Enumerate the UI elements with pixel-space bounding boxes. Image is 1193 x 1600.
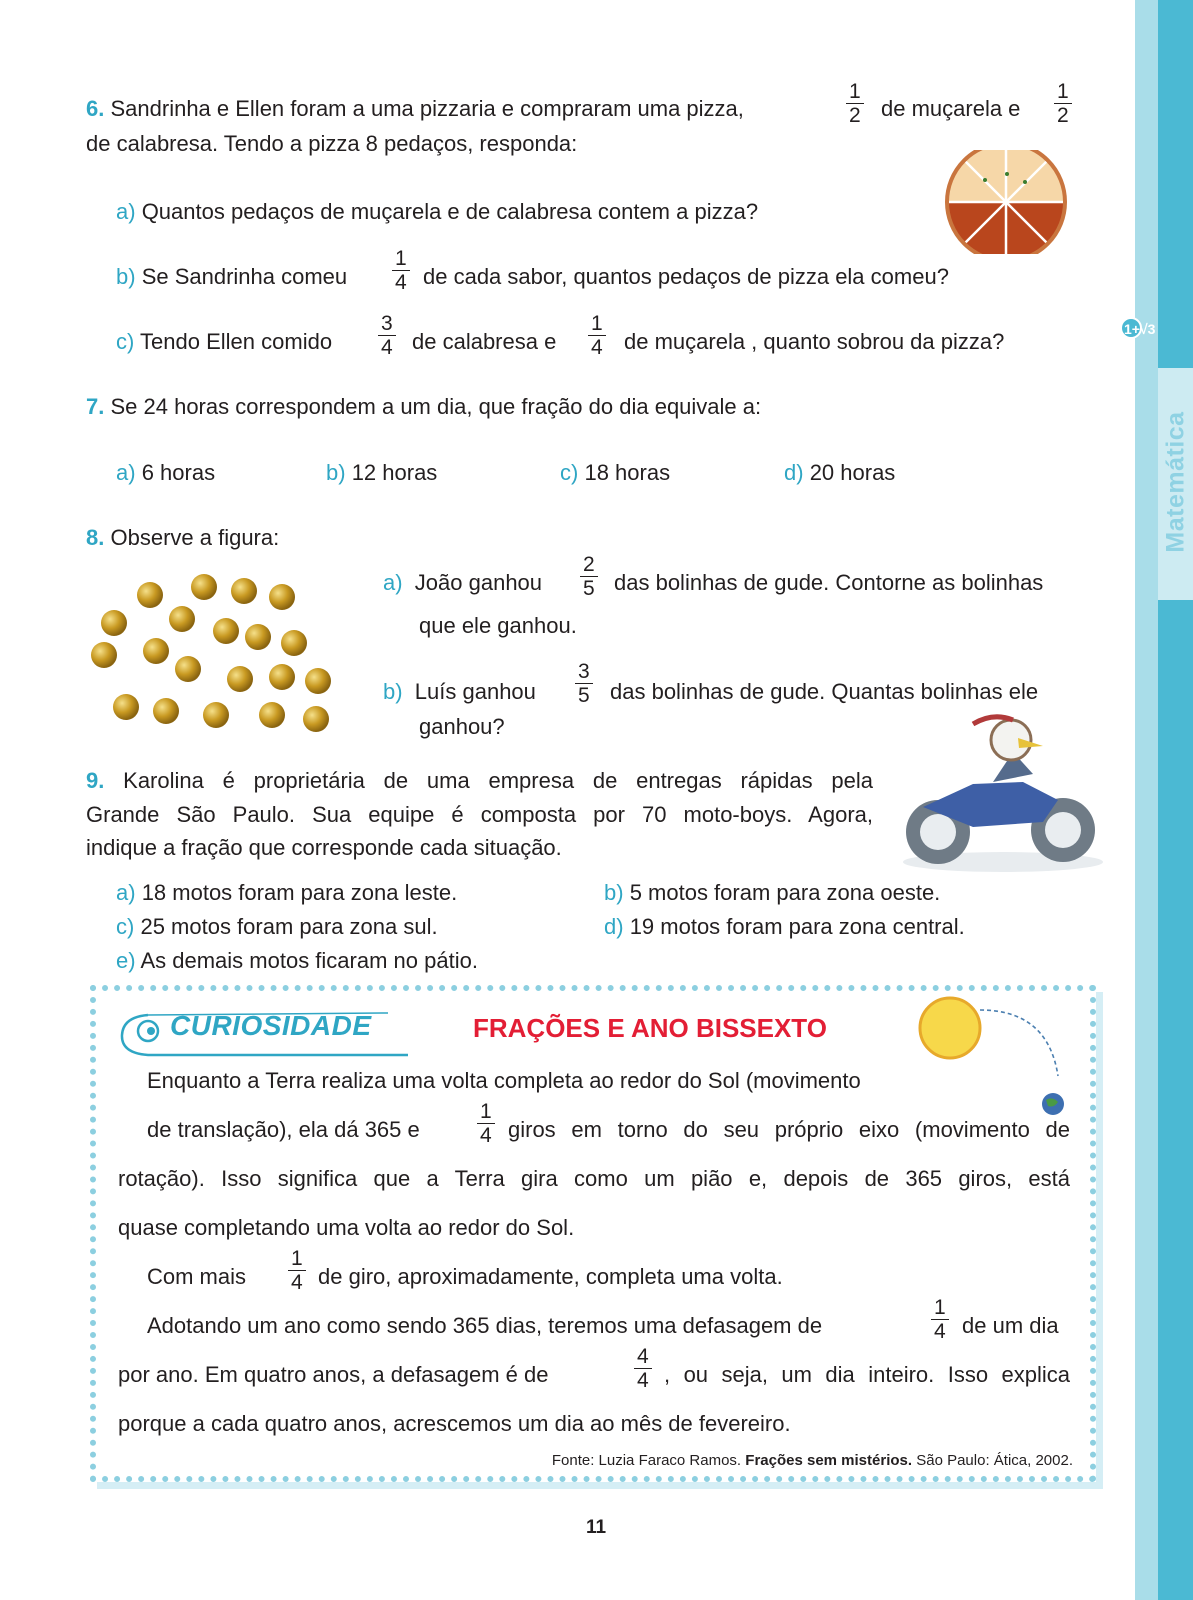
curiosity-p1-line3: rotação). Isso significa que a Terra gira como um pião e, depois de 365 giros, está (118, 1166, 1070, 1191)
q6-line1: 6. Sandrinha e Ellen foram a uma pizzaria e compraram uma pizza, (86, 96, 744, 121)
q8-item-a-post: das bolinhas de gude. Contorne as bolinhas (614, 570, 1044, 595)
motorcycle-courier-illustration (893, 712, 1105, 877)
q8-item-a: a) João ganhou (383, 570, 543, 595)
curiosity-p3-line1-post: de um dia (962, 1313, 1059, 1338)
math-logo-icon (1119, 303, 1171, 345)
curiosity-p2-post: de giro, aproximadamente, completa uma volta. (318, 1264, 783, 1289)
q6-item-a: a) Quantos pedaços de muçarela e de calabresa contem a pizza? (116, 199, 759, 224)
curiosity-p1-line2-post: giros em torno do seu próprio eixo (movimento de (508, 1117, 1070, 1142)
curiosity-p1-fraction: $\frac{1}{4}$ (477, 1100, 495, 1147)
q6-item-c-mid: de calabresa e (412, 329, 557, 354)
curiosity-source: Fonte: Luzia Faraco Ramos. Frações sem mistérios. São Paulo: Ática, 2002. (551, 1452, 1073, 1469)
q6-item-b: b) Se Sandrinha comeu (116, 264, 348, 289)
curiosity-p3-line3: porque a cada quatro anos, acrescemos um dia ao mês de fevereiro. (118, 1411, 791, 1436)
curiosity-p2-fraction: $\frac{1}{4}$ (288, 1247, 306, 1294)
curiosity-title: FRAÇÕES E ANO BISSEXTO (473, 1013, 827, 1043)
q6-item-c: c) Tendo Ellen comido (116, 329, 333, 354)
q6-line1-b: de muçarela e (881, 96, 1021, 121)
q8-item-b-post: das bolinhas de gude. Quantas bolinhas ele (610, 679, 1039, 704)
pizza-illustration (945, 150, 1067, 254)
q6-c-fraction-1: $\frac{3}{4}$ (378, 312, 396, 359)
q6-line2: de calabresa. Tendo a pizza 8 pedaços, responda: (86, 131, 578, 156)
q7-option-b: b) 12 horas (326, 460, 438, 485)
curiosity-p1-line4: quase completando uma volta ao redor do Sol. (118, 1215, 575, 1240)
page-number: 11 (586, 1517, 607, 1538)
curiosity-p3-fraction-2: $\frac{4}{4}$ (634, 1345, 652, 1392)
svg-text:1+√3: 1+√3 (1124, 321, 1156, 337)
q9-line2: Grande São Paulo. Sua equipe é composta por 70 moto-boys. Agora, (86, 802, 873, 827)
curiosity-p1-line2-pre: de translação), ela dá 365 e (147, 1117, 420, 1142)
q9-option-a: a) 18 motos foram para zona leste. (116, 880, 458, 905)
q8-a-fraction: $\frac{2}{5}$ (580, 553, 598, 600)
curiosity-p1-line1: Enquanto a Terra realiza uma volta completa ao redor do Sol (movimento (147, 1068, 861, 1093)
q9-option-c: c) 25 motos foram para zona sul. (116, 914, 438, 939)
q6-number: 6. (86, 96, 105, 121)
marbles-illustration (86, 565, 336, 740)
curiosity-p3-line1-pre: Adotando um ano como sendo 365 dias, teremos uma defasagem de (147, 1313, 823, 1338)
curiosity-p3-line2-pre: por ano. Em quatro anos, a defasagem é de (118, 1362, 549, 1387)
q8-item-a-line2: que ele ganhou. (419, 613, 577, 638)
q9-line3: indique a fração que corresponde cada situação. (86, 835, 562, 860)
side-tab-label: Matemática (1161, 411, 1189, 553)
q7-option-a: a) 6 horas (116, 460, 216, 485)
q9-option-d: d) 19 motos foram para zona central. (604, 914, 965, 939)
q6-item-c-post: de muçarela , quanto sobrou da pizza? (624, 329, 1005, 354)
curiosity-p2-pre: Com mais (147, 1264, 247, 1289)
q7-option-c: c) 18 horas (560, 460, 671, 485)
side-tab (1158, 0, 1193, 1600)
q7-text: 7. Se 24 horas correspondem a um dia, que fração do dia equivale a: (86, 394, 762, 419)
q6-fraction-1: $\frac{1}{2}$ (846, 80, 864, 127)
q6-item-b-post: de cada sabor, quantos pedaços de pizza ela comeu? (423, 264, 949, 289)
q9-line1: 9. Karolina é proprietária de uma empresa de entregas rápidas pela (86, 768, 873, 793)
curiosity-badge-label: CURIOSIDADE (170, 1010, 372, 1041)
q6-fraction-2: $\frac{1}{2}$ (1054, 80, 1072, 127)
curiosity-p3-line2-post: , ou seja, um dia inteiro. Isso explica (664, 1362, 1070, 1387)
q8-item-b: b) Luís ganhou (383, 679, 536, 704)
q9-option-e: e) As demais motos ficaram no pátio. (116, 948, 478, 973)
q6-b-fraction: $\frac{1}{4}$ (392, 247, 410, 294)
sun-earth-orbit-illustration (918, 996, 1078, 1118)
q7-option-d: d) 20 horas (784, 460, 896, 485)
q8-text: 8. Observe a figura: (86, 525, 280, 550)
q9-option-b: b) 5 motos foram para zona oeste. (604, 880, 941, 905)
q8-item-b-line2: ganhou? (419, 714, 505, 739)
curiosity-p3-fraction-1: $\frac{1}{4}$ (931, 1296, 949, 1343)
q6-c-fraction-2: $\frac{1}{4}$ (588, 312, 606, 359)
q8-b-fraction: $\frac{3}{5}$ (575, 660, 593, 707)
